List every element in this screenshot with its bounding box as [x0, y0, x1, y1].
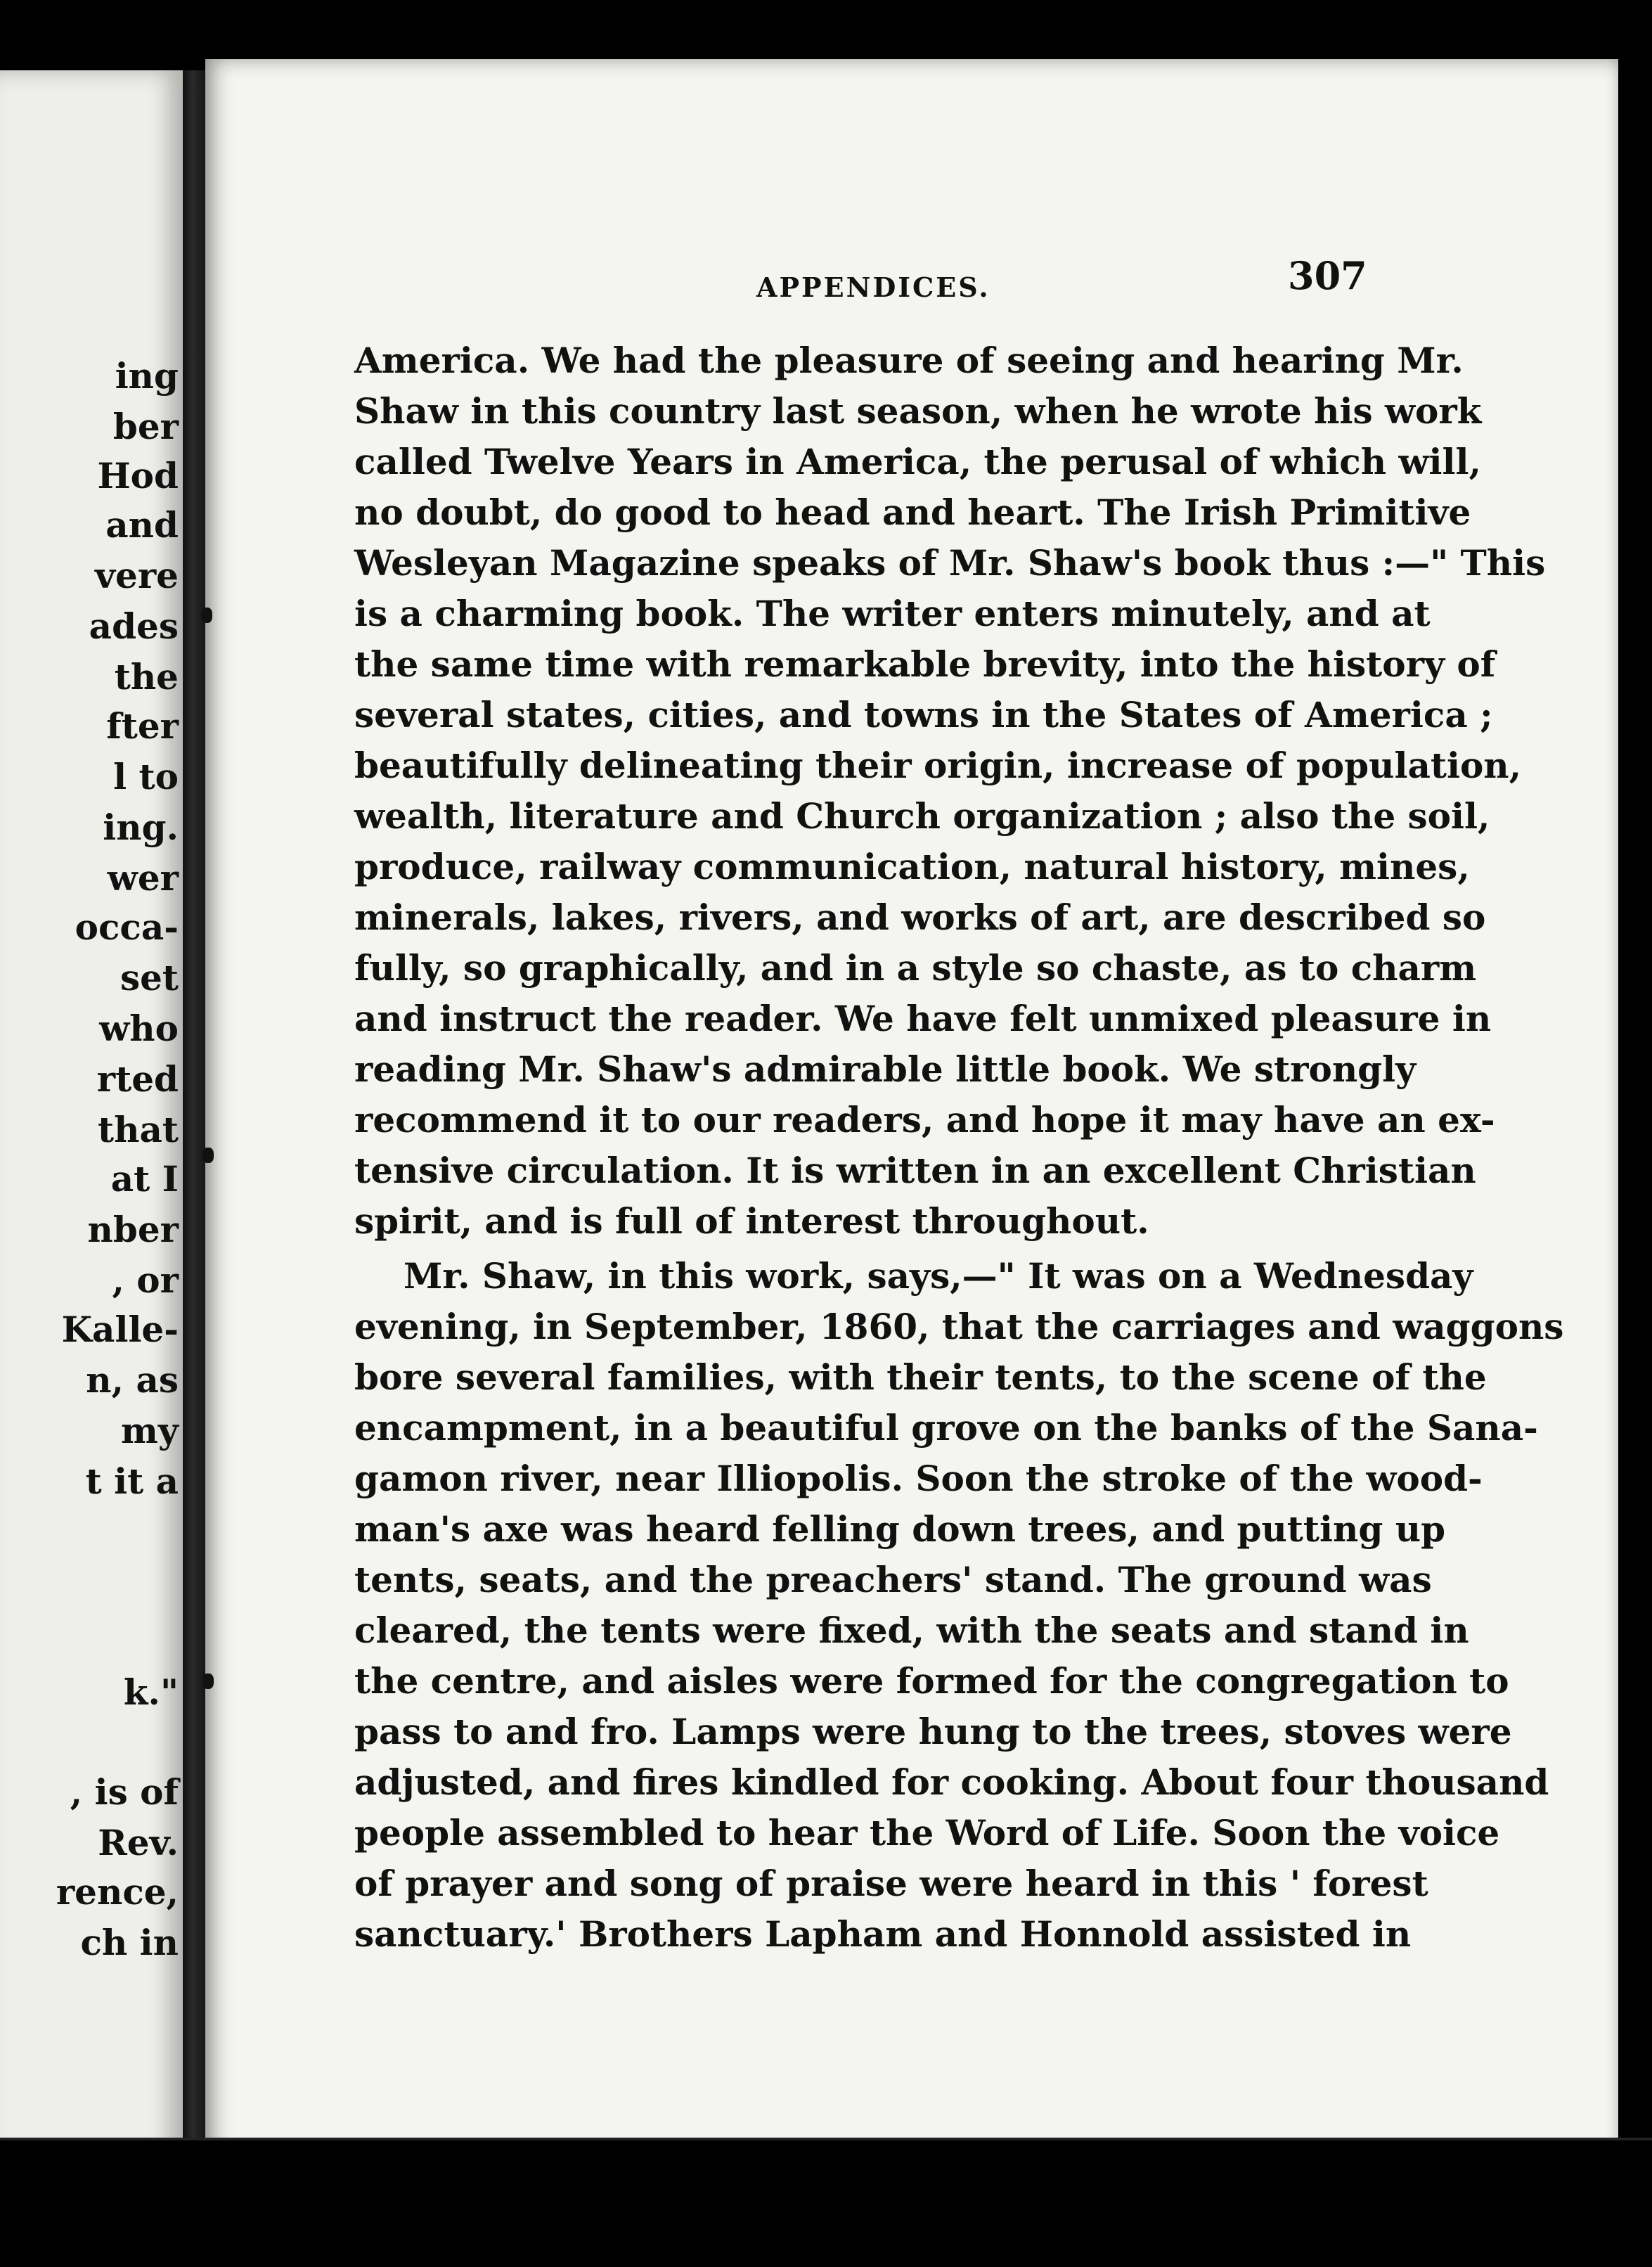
left-page-line: n, as [86, 1359, 179, 1401]
ink-spot [202, 1674, 214, 1689]
left-page-line: nber [87, 1209, 179, 1250]
left-page-line: rted [96, 1058, 179, 1100]
text-line: reading Mr. Shaw's admirable little book. We strongly [354, 1048, 1417, 1090]
text-line: tents, seats, and the preachers' stand. The ground was [354, 1559, 1432, 1600]
text-line: sanctuary.' Brothers Lapham and Honnold assisted in [354, 1913, 1412, 1955]
left-page-line: that [98, 1109, 179, 1150]
text-line: minerals, lakes, rivers, and works of art, are described so [354, 897, 1486, 938]
text-line: America. We had the pleasure of seeing and hearing Mr. [354, 340, 1464, 381]
text-line: no doubt, do good to head and heart. The Irish Primitive [354, 492, 1471, 533]
running-head: APPENDICES. [756, 271, 990, 303]
text-line: recommend it to our readers, and hope it may have an ex- [354, 1099, 1495, 1141]
text-line: several states, cities, and towns in the States of America ; [354, 694, 1493, 736]
left-facing-page [0, 70, 183, 2194]
left-page-line: , or [112, 1259, 179, 1301]
left-page-line: at I [110, 1158, 179, 1200]
text-line: evening, in September, 1860, that the carriages and waggons [354, 1306, 1564, 1347]
left-page-line: ing. [103, 807, 179, 848]
text-line: the centre, and aisles were formed for the congregation to [354, 1660, 1509, 1702]
left-page-line: the [114, 656, 179, 698]
text-line: Shaw in this country last season, when he wrote his work [354, 390, 1482, 432]
text-line: beautifully delineating their origin, increase of population, [354, 745, 1522, 786]
scan-bottom-border [0, 2140, 1652, 2267]
left-page-line: Hod [97, 455, 179, 496]
page-307 [205, 59, 1618, 2205]
text-line: encampment, in a beautiful grove on the banks of the Sana- [354, 1407, 1538, 1449]
left-page-line: rence, [56, 1871, 179, 1913]
text-line: and instruct the reader. We have felt unmixed pleasure in [354, 998, 1492, 1039]
left-page-line: who [99, 1008, 179, 1049]
text-line: cleared, the tents were fixed, with the seats and stand in [354, 1610, 1469, 1651]
text-line: Mr. Shaw, in this work, says,—" It was on a Wednesday [404, 1255, 1473, 1297]
text-line: of prayer and song of praise were heard in this ' forest [354, 1863, 1428, 1904]
left-page-line: occa- [75, 906, 179, 948]
left-page-line: ades [89, 605, 179, 647]
text-line: gamon river, near Illiopolis. Soon the stroke of the wood- [354, 1458, 1483, 1499]
text-line: bore several families, with their tents, to the scene of the [354, 1356, 1487, 1398]
text-line: called Twelve Years in America, the perusal of which will, [354, 441, 1481, 482]
left-page-line: Rev. [98, 1822, 179, 1863]
text-line: the same time with remarkable brevity, into the history of [354, 643, 1496, 685]
page-number: 307 [1288, 253, 1367, 298]
text-line: Wesleyan Magazine speaks of Mr. Shaw's book thus :—" This [354, 542, 1546, 584]
left-page-line: vere [94, 555, 179, 596]
left-page-line: set [120, 957, 179, 998]
left-page-line: l to [113, 756, 179, 797]
left-page-line: ing [115, 355, 179, 397]
left-page-line: Kalle- [61, 1309, 179, 1350]
text-line: produce, railway communication, natural history, mines, [354, 846, 1470, 887]
ink-spot [201, 608, 212, 623]
text-line: fully, so graphically, and in a style so chaste, as to charm [354, 947, 1477, 989]
text-line: spirit, and is full of interest throughout. [354, 1200, 1149, 1242]
text-line: wealth, literature and Church organization ; also the soil, [354, 795, 1490, 837]
text-line: man's axe was heard felling down trees, and putting up [354, 1508, 1446, 1550]
ink-spot [202, 1148, 214, 1163]
left-page-line: ber [112, 406, 179, 447]
text-line: tensive circulation. It is written in an excellent Christian [354, 1150, 1476, 1191]
left-page-line: ch in [80, 1922, 179, 1963]
left-page-line: and [105, 504, 179, 546]
left-page-line: , is of [70, 1771, 179, 1813]
left-page-line: t it a [85, 1460, 179, 1502]
left-page-line: fter [106, 705, 179, 747]
left-page-line: wer [107, 857, 179, 899]
text-line: pass to and fro. Lamps were hung to the trees, stoves were [354, 1711, 1512, 1752]
text-line: is a charming book. The writer enters minutely, and at [354, 593, 1431, 634]
left-page-line: k." [123, 1671, 179, 1713]
text-line: people assembled to hear the Word of Life. Soon the voice [354, 1812, 1500, 1854]
left-page-line: my [121, 1410, 179, 1451]
text-line: adjusted, and fires kindled for cooking. About four thousand [354, 1761, 1549, 1803]
book-gutter [183, 70, 208, 2197]
